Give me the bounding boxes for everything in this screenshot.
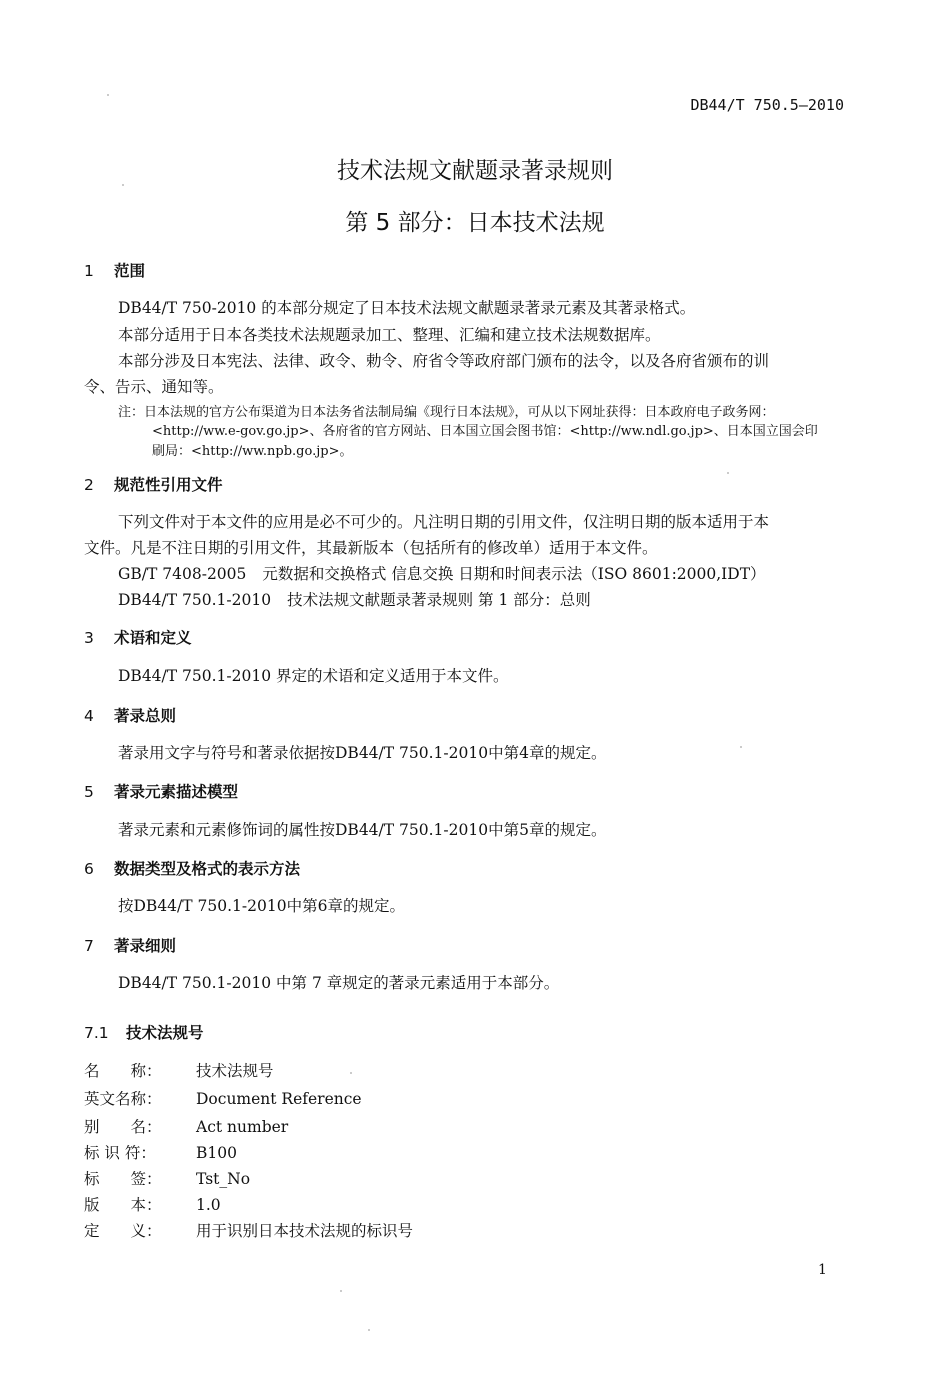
section-heading-scope — [84, 259, 145, 281]
field-row — [84, 1059, 274, 1081]
field-row — [84, 1193, 221, 1215]
section-heading-model — [84, 780, 238, 802]
field-value: B100 — [196, 1144, 237, 1162]
scan-speck — [740, 746, 742, 748]
subsection-heading-act-number — [84, 1021, 204, 1043]
field-key: 标 识 符： — [84, 1144, 156, 1162]
field-row — [84, 1167, 250, 1189]
section-heading-normative-references — [84, 473, 223, 495]
field-value: 用于识别日本技术法规的标识号 — [196, 1222, 414, 1240]
field-key: 名 称： — [84, 1062, 162, 1080]
section-number: 5 — [84, 783, 94, 801]
paragraph-continuation: 令、告示、通知等。 — [84, 378, 224, 396]
field-row — [84, 1087, 362, 1109]
section-title: 技术法规号 — [126, 1024, 204, 1042]
scan-speck — [350, 1072, 352, 1074]
scan-speck — [122, 184, 124, 186]
field-value: Act number — [196, 1118, 289, 1136]
paragraph: 著录用文字与符号和著录依据按DB44/T 750.1-2010中第4章的规定。 — [118, 744, 607, 762]
field-value: Document Reference — [196, 1090, 362, 1108]
field-key: 标 签： — [84, 1170, 162, 1188]
section-number: 1 — [84, 262, 94, 280]
reference-item — [118, 588, 591, 610]
paragraph: 下列文件对于本文件的应用是必不可少的。凡注明日期的引用文件，仅注明日期的版本适用于本 — [118, 513, 770, 531]
field-key: 版 本： — [84, 1196, 162, 1214]
page-number: 1 — [818, 1262, 827, 1278]
section-heading-data-types — [84, 857, 300, 879]
scan-speck — [727, 472, 729, 474]
section-title: 著录总则 — [114, 707, 177, 725]
paragraph: 本部分涉及日本宪法、法律、政令、勅令、府省令等政府部门颁布的法令，以及各府省颁布的训 — [118, 352, 770, 370]
paragraph-continuation: 文件。凡是不注日期的引用文件，其最新版本（包括所有的修改单）适用于本文件。 — [84, 539, 658, 557]
note-line: 刷局：<http://ww.npb.go.jp>。 — [152, 444, 353, 459]
section-title: 规范性引用文件 — [114, 476, 223, 494]
section-heading-terms — [84, 626, 192, 648]
paragraph: 著录元素和元素修饰词的属性按DB44/T 750.1-2010中第5章的规定。 — [118, 821, 607, 839]
field-value: 技术法规号 — [196, 1062, 274, 1080]
reference-code: GB/T 7408-2005 — [118, 565, 247, 583]
section-title: 著录元素描述模型 — [114, 783, 239, 801]
reference-title: 元数据和交换格式 信息交换 日期和时间表示法（ISO 8601:2000,IDT） — [262, 565, 766, 583]
section-title: 术语和定义 — [114, 629, 192, 647]
paragraph: DB44/T 750.1-2010 中第 7 章规定的著录元素适用于本部分。 — [118, 974, 560, 992]
field-value: 1.0 — [196, 1196, 221, 1214]
paragraph: 本部分适用于日本各类技术法规题录加工、整理、汇编和建立技术法规数据库。 — [118, 326, 661, 344]
section-heading-details — [84, 934, 176, 956]
field-row — [84, 1141, 237, 1163]
note-line: 注：日本法规的官方公布渠道为日本法务省法制局编《现行日本法规》，可从以下网址获得：日本政府电子政务网： — [118, 405, 775, 420]
section-number: 6 — [84, 860, 94, 878]
standard-number: DB44/T 750.5—2010 — [690, 96, 844, 114]
scan-speck — [107, 94, 109, 96]
field-value: Tst_No — [196, 1170, 251, 1188]
section-number: 4 — [84, 707, 94, 725]
scan-speck — [340, 1290, 342, 1292]
section-number: 7.1 — [84, 1024, 109, 1042]
section-number: 2 — [84, 476, 94, 494]
note-line: <http://ww.e-gov.go.jp>、各府省的官方网站、日本国立国会图书馆：<http://ww.ndl.go.jp>、日本国立国会印 — [152, 424, 818, 439]
section-heading-general — [84, 704, 176, 726]
paragraph: 按DB44/T 750.1-2010中第6章的规定。 — [118, 897, 405, 915]
section-title: 数据类型及格式的表示方法 — [114, 860, 301, 878]
reference-title: 技术法规文献题录著录规则 第 1 部分：总则 — [287, 591, 591, 609]
paragraph: DB44/T 750.1-2010 界定的术语和定义适用于本文件。 — [118, 667, 509, 685]
document-subtitle: 第 5 部分：日本技术法规 — [345, 210, 605, 236]
field-key: 别 名： — [84, 1118, 162, 1136]
section-title: 著录细则 — [114, 937, 177, 955]
field-row — [84, 1115, 288, 1137]
section-number: 3 — [84, 629, 94, 647]
field-row — [84, 1219, 413, 1241]
field-key: 定 义： — [84, 1222, 162, 1240]
section-number: 7 — [84, 937, 94, 955]
reference-code: DB44/T 750.1-2010 — [118, 591, 272, 609]
document-title: 技术法规文献题录著录规则 — [337, 158, 613, 184]
reference-item — [118, 562, 766, 584]
scan-speck — [368, 1329, 370, 1331]
section-title: 范围 — [114, 262, 146, 280]
paragraph: DB44/T 750-2010 的本部分规定了日本技术法规文献题录著录元素及其著录格式。 — [118, 299, 696, 317]
field-key: 英文名称： — [84, 1090, 162, 1108]
